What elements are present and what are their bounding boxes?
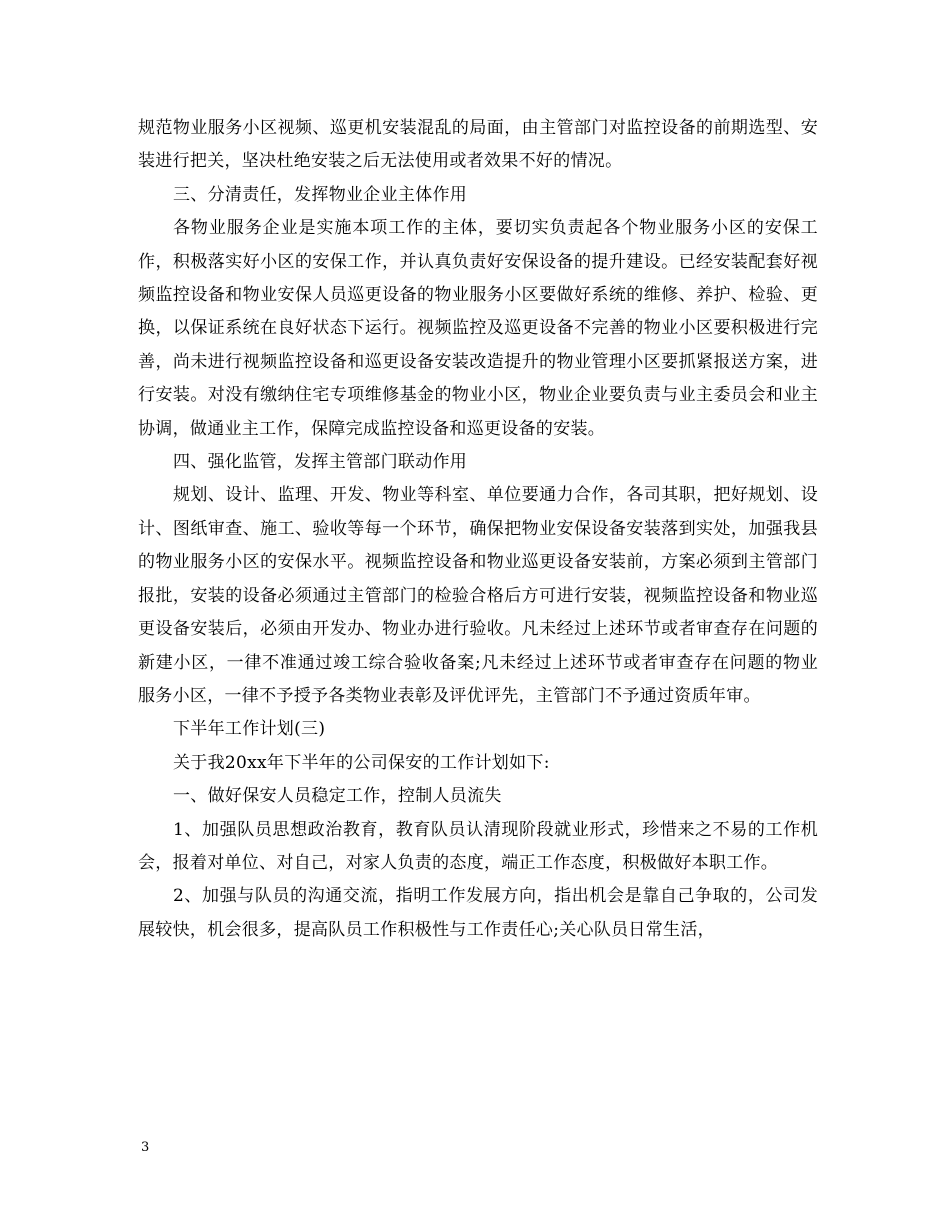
plan-item-2: 2、加强与队员的沟通交流，指明工作发展方向，指出机会是靠自己争取的，公司发展较快，机会很多，提高队员工作积极性与工作责任心;关心队员日常生活， bbox=[138, 886, 818, 940]
section-heading-3: 三、分清责任，发挥物业企业主体作用 bbox=[173, 184, 468, 205]
plan-title: 下半年工作计划(三) bbox=[173, 719, 326, 740]
paragraph-2: 各物业服务企业是实施本项工作的主体，要切实负责起各个物业服务小区的安保工作，积极落实好小区的安保工作，并认真负责好安保设备的提升建设。已经安装配套好视频监控设备和物业安保人员巡更设备的物业服务小区要做好系统的维修、养护、检验、更换，以保证系统在良好状态下运行。视频监控及巡更设备不完善的物业小区要积极进行完善，尚未进行视频监控设备和巡更设备安装改造提升的物业管理小区要抓紧报送方案，进行安装。对没有缴纳住宅专项维修基金的物业小区，物业企业要负责与业主委员会和业主协调，做通业主工作，保障完成监控设备和巡更设备的安装。 bbox=[138, 218, 818, 439]
paragraph-3: 规划、设计、监理、开发、物业等科室、单位要通力合作，各司其职，把好规划、设计、图纸审查、施工、验收等每一个环节，确保把物业安保设备安装落到实处，加强我县的物业服务小区的安保水平。视频监控设备和物业巡更设备安装前，方案必须到主管部门报批，安装的设备必须通过主管部门的检验合格后方可进行安装，视频监控设备和物业巡更设备安装后，必须由开发办、物业办进行验收。凡未经过上述环节或者审查存在问题的新建小区，一律不准通过竣工综合验收备案;凡未经过上述环节或者审查存在问题的物业服务小区，一律不予授予各类物业表彰及评优评先，主管部门不予通过资质年审。 bbox=[138, 485, 818, 706]
plan-item-1: 1、加强队员思想政治教育，教育队员认清现阶段就业形式，珍惜来之不易的工作机会，报着对单位、对自己，对家人负责的态度，端正工作态度，积极做好本职工作。 bbox=[138, 819, 818, 873]
document-body bbox=[138, 112, 818, 947]
page-number: 3 bbox=[141, 1140, 150, 1155]
plan-heading-1: 一、做好保安人员稳定工作，控制人员流失 bbox=[173, 786, 502, 807]
plan-intro: 关于我20xx年下半年的公司保安的工作计划如下: bbox=[173, 752, 550, 773]
paragraph-1: 规范物业服务小区视频、巡更机安装混乱的局面，由主管部门对监控设备的前期选型、安装进行把关，坚决杜绝安装之后无法使用或者效果不好的情况。 bbox=[138, 118, 818, 172]
section-heading-4: 四、强化监管，发挥主管部门联动作用 bbox=[173, 452, 468, 473]
